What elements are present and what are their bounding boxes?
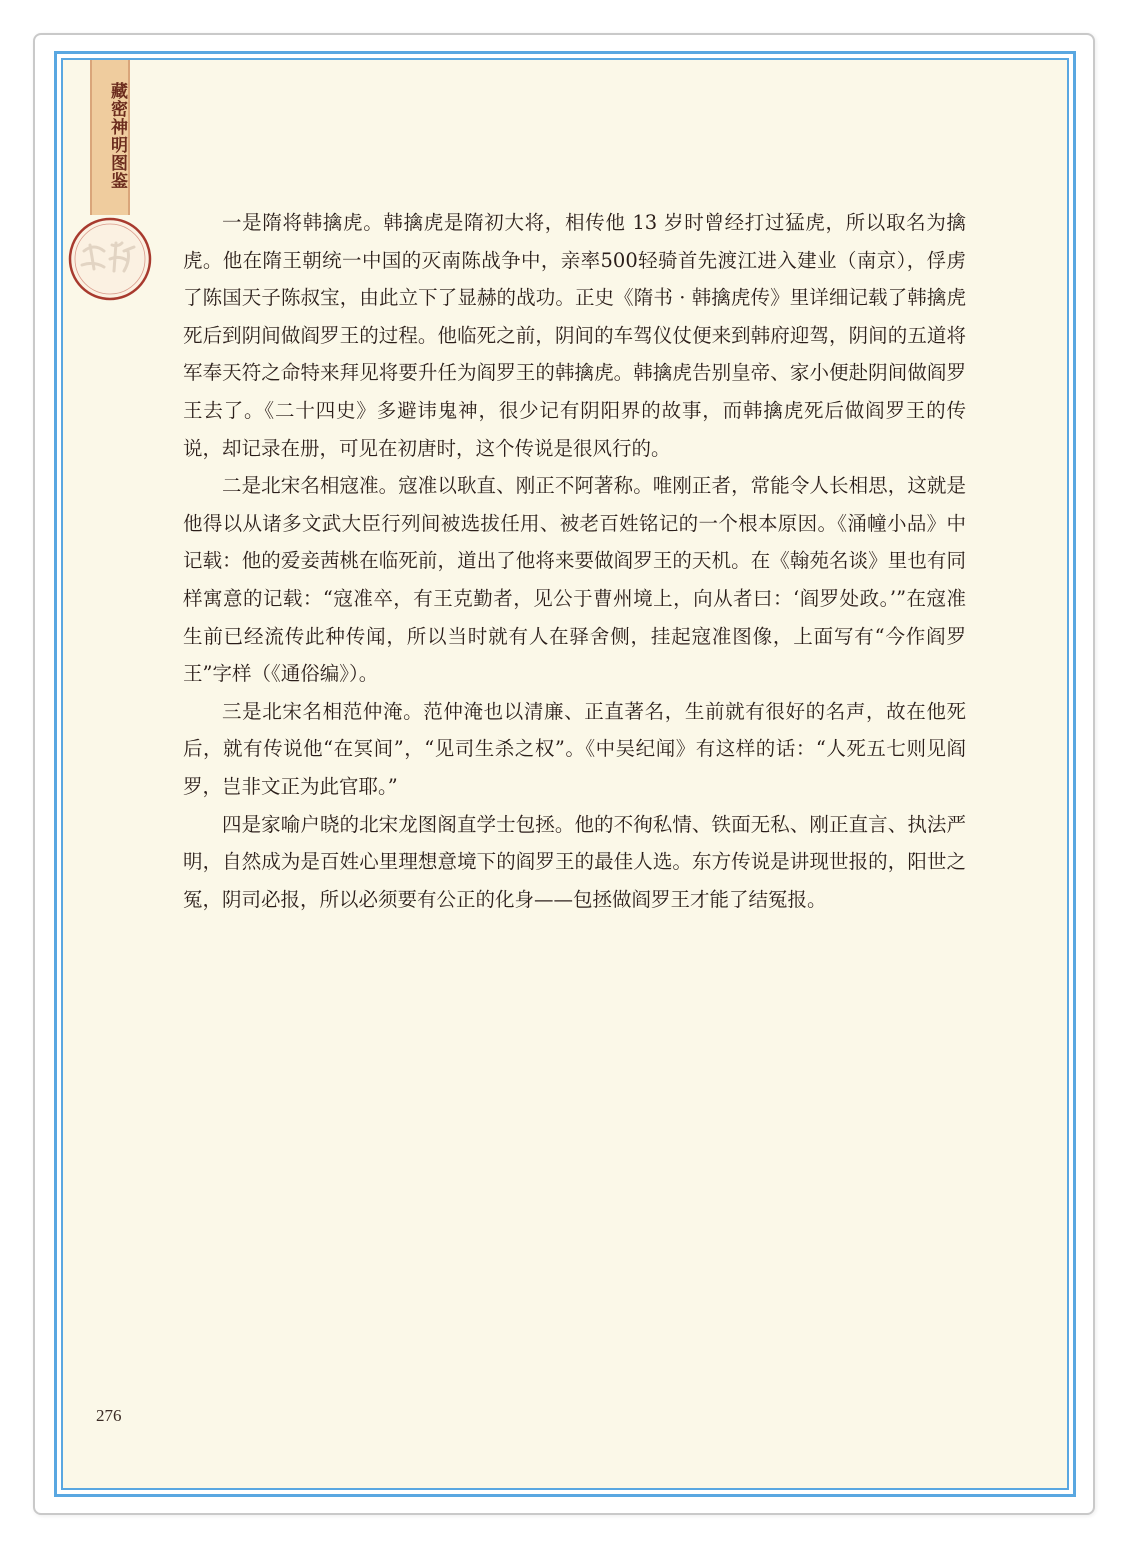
paragraph-han-qinhu: 一是隋将韩擒虎。韩擒虎是隋初大将，相传他 13 岁时曾经打过猛虎，所以取名为擒虎。他在隋王朝统一中国的灭南陈战争中，亲率500轻骑首先渡江进入建业（南京），俘虏了陈国天子陈叔宝，由此立下了显赫的战功。正史《隋书 · 韩擒虎传》里详细记载了韩擒虎死后到阴间做阎罗王的过程。他临死之前，阴间的车驾仪仗便来到韩府迎驾，阴间的五道将军奉天符之命特来拜见将要升任为阎罗王的韩擒虎。韩擒虎告别皇帝、家小便赴阴间做阎罗王去了。《二十四史》多避讳鬼神，很少记有阴阳界的故事，而韩擒虎死后做阎罗王的传说，却记录在册，可见在初唐时，这个传说是很风行的。 [183, 211, 966, 460]
paragraph-kou-zhun: 二是北宋名相寇准。寇准以耿直、刚正不阿著称。唯刚正者，常能令人长相思，这就是他得以从诸多文武大臣行列间被选拔任用、被老百姓铭记的一个根本原因。《涌幢小品》中记载：他的爱妾茜桃在临死前，道出了他将来要做阎罗王的天机。在《翰苑名谈》里也有同样寓意的记载：“寇准卒，有王克勤者，见公于曹州境上，向从者曰：‘阎罗处政。’”在寇准生前已经流传此种传闻，所以当时就有人在驿舍侧，挂起寇准图像，上面写有“今作阎罗王”字样（《通俗编》）。 [183, 474, 966, 686]
paragraph-fan-zhongyan: 三是北宋名相范仲淹。范仲淹也以清廉、正直著名，生前就有很好的名声，故在他死后，就有传说他“在冥间”，“见司生杀之权”。《中吴纪闻》有这样的话：“人死五七则见阎罗，岂非文正为此官耶。” [183, 699, 966, 798]
red-circle-seal-icon [66, 215, 154, 303]
page-number: 276 [96, 1406, 122, 1425]
series-title: 藏密神明图鉴 [107, 82, 127, 190]
paragraph-bao-zheng: 四是家喻户晓的北宋龙图阁直学士包拯。他的不徇私情、铁面无私、刚正直言、执法严明，自然成为是百姓心里理想意境下的阎罗王的最佳人选。东方传说是讲现世报的，阳世之冤，阴司必报，所以必须要有公正的化身——包拯做阎罗王才能了结冤报。 [183, 812, 966, 911]
body-text [183, 204, 966, 918]
series-title-band [90, 60, 130, 215]
